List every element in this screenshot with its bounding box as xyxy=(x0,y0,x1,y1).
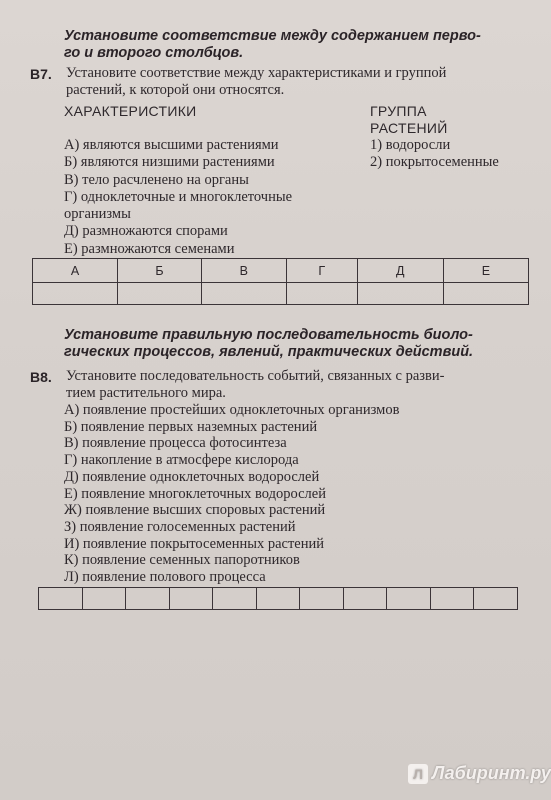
question-number-b8: В8. xyxy=(30,369,52,385)
event-item: К) появление семенных папоротников xyxy=(64,552,300,569)
characteristics-list xyxy=(64,137,292,258)
watermark-text: Лабиринт.ру xyxy=(432,763,551,783)
characteristic-item: организмы xyxy=(64,206,131,223)
answer-cell[interactable] xyxy=(286,283,357,305)
answer-cell[interactable] xyxy=(33,283,118,305)
answer-header-cell: Д xyxy=(357,259,443,283)
event-item: Ж) появление высших споровых растений xyxy=(64,502,326,519)
question-number-b7: В7. xyxy=(30,66,52,82)
sequence-cell[interactable] xyxy=(300,588,344,610)
event-item: Д) появление одноклеточных водорослей xyxy=(64,468,320,485)
instruction-match: Установите соответствие между содержанием перво- го и второго столбцов. xyxy=(64,28,481,61)
characteristic-item: В) тело расчленено на органы xyxy=(64,171,249,188)
event-item: Г) накопление в атмосфере кислорода xyxy=(64,452,299,469)
sequence-cell[interactable] xyxy=(213,588,257,610)
sequence-cell[interactable] xyxy=(39,588,83,610)
labirint-watermark xyxy=(408,763,551,784)
instruction-sequence: Установите правильную последовательность биоло- гических процессов, явлений, практических действий. xyxy=(64,327,474,360)
answer-header-cell: В xyxy=(201,259,286,283)
event-item: Б) появление первых наземных растений xyxy=(64,418,318,435)
answer-cell[interactable] xyxy=(118,283,202,305)
sequence-cell[interactable] xyxy=(474,588,518,610)
labirint-logo-icon: Л xyxy=(408,764,428,784)
characteristic-item: А) являются высшими растениями xyxy=(64,137,279,153)
question-b7-text: Установите соответствие между характеристиками и группой растений, к которой они относятся. xyxy=(66,65,447,98)
event-item: Л) появление полового процесса xyxy=(64,569,266,586)
answer-table-b7 xyxy=(32,258,529,305)
plant-groups-list xyxy=(370,137,499,171)
event-item: З) появление голосеменных растений xyxy=(64,518,296,535)
plant-group-header: ГРУППА РАСТЕНИЙ xyxy=(370,103,448,136)
sequence-cell[interactable] xyxy=(256,588,300,610)
sequence-cell[interactable] xyxy=(430,588,474,610)
sequence-cell[interactable] xyxy=(82,588,126,610)
characteristic-item: Е) размножаются семенами xyxy=(64,240,235,257)
event-item: Е) появление многоклеточных водорослей xyxy=(64,485,326,502)
characteristic-item: Б) являются низшими растениями xyxy=(64,154,275,171)
characteristics-header: ХАРАКТЕРИСТИКИ xyxy=(64,103,197,119)
event-item: И) появление покрытосеменных растений xyxy=(64,535,325,552)
answer-cell[interactable] xyxy=(201,283,286,305)
answer-cell[interactable] xyxy=(357,283,443,305)
answer-header-cell: А xyxy=(33,259,118,283)
sequence-cell[interactable] xyxy=(126,588,170,610)
answer-header-cell: Б xyxy=(118,259,202,283)
events-list xyxy=(64,402,399,586)
event-item: А) появление простейших одноклеточных организмов xyxy=(64,402,400,418)
answer-table-b8 xyxy=(38,587,518,610)
answer-header-cell: Г xyxy=(286,259,357,283)
answer-header-cell: Е xyxy=(443,259,528,283)
group-item: 1) водоросли xyxy=(370,137,451,153)
sequence-cell[interactable] xyxy=(169,588,213,610)
sequence-cell[interactable] xyxy=(387,588,431,610)
characteristic-item: Д) размножаются спорами xyxy=(64,223,228,240)
event-item: В) появление процесса фотосинтеза xyxy=(64,435,287,452)
characteristic-item: Г) одноклеточные и многоклеточные xyxy=(64,188,293,205)
answer-cell[interactable] xyxy=(443,283,528,305)
question-b8-text: Установите последовательность событий, связанных с разви- тием растительного мира. xyxy=(66,368,445,401)
sequence-cell[interactable] xyxy=(343,588,387,610)
group-item: 2) покрытосеменные xyxy=(370,154,499,170)
